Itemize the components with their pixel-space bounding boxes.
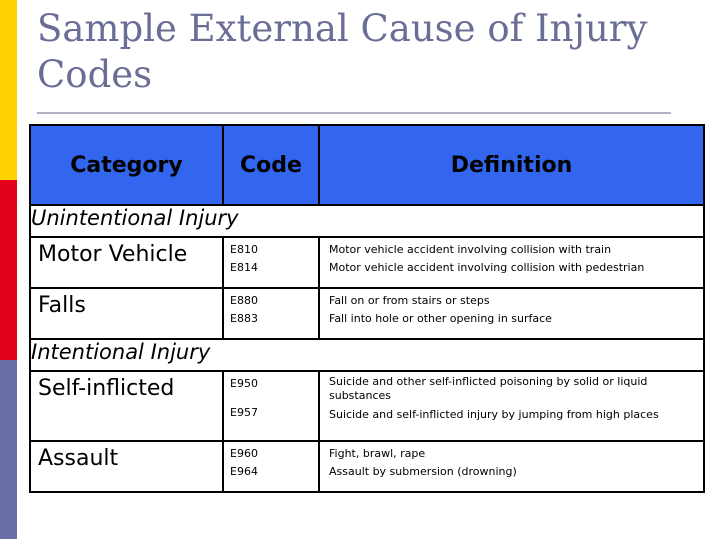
definition-text: Motor vehicle accident involving collision with train [329,243,612,256]
accent-bar-yellow [0,0,17,180]
code-cell [223,288,319,339]
accent-bar-blue [0,360,17,539]
table-row [30,288,704,339]
code-value: E964 [230,465,258,478]
section-row-intentional [30,339,704,371]
category-cell: Motor Vehicle [30,237,223,288]
code-value: E814 [230,261,258,274]
category-cell: Self-inflicted [30,371,223,441]
definition-text: Suicide and self-inflicted injury by jumping from high places [329,408,659,421]
code-value: E810 [230,243,258,256]
code-cell [223,237,319,288]
title-divider [37,112,671,114]
header-category: Category [30,125,223,205]
definition-text: Fight, brawl, rape [329,447,426,460]
header-code: Code [223,125,319,205]
definition-cell [319,237,704,288]
category-cell: Assault [30,441,223,492]
definition-text: Suicide and other self-inflicted poisoning by solid or liquid substances [329,375,648,402]
code-value: E880 [230,294,258,307]
definition-text: Fall on or from stairs or steps [329,294,490,307]
section-label: Unintentional Injury [30,205,704,237]
code-value: E957 [230,406,258,419]
section-label: Intentional Injury [30,339,704,371]
code-value: E883 [230,312,258,325]
definition-text: Fall into hole or other opening in surface [329,312,552,325]
table-header-row [30,125,704,205]
definition-text: Motor vehicle accident involving collision with pedestrian [329,261,645,274]
accent-bar-red [0,180,17,360]
code-cell [223,371,319,441]
slide-title: Sample External Cause of Injury Codes [37,7,648,96]
definition-cell [319,288,704,339]
definition-cell [319,371,704,441]
code-value: E960 [230,447,258,460]
definition-cell [319,441,704,492]
category-cell: Falls [30,288,223,339]
injury-codes-table [29,124,705,493]
table-row [30,371,704,441]
definition-text: Assault by submersion (drowning) [329,465,517,478]
table-row [30,237,704,288]
table-row [30,441,704,492]
header-definition: Definition [319,125,704,205]
section-row-unintentional [30,205,704,237]
code-cell [223,441,319,492]
code-value: E950 [230,377,258,390]
